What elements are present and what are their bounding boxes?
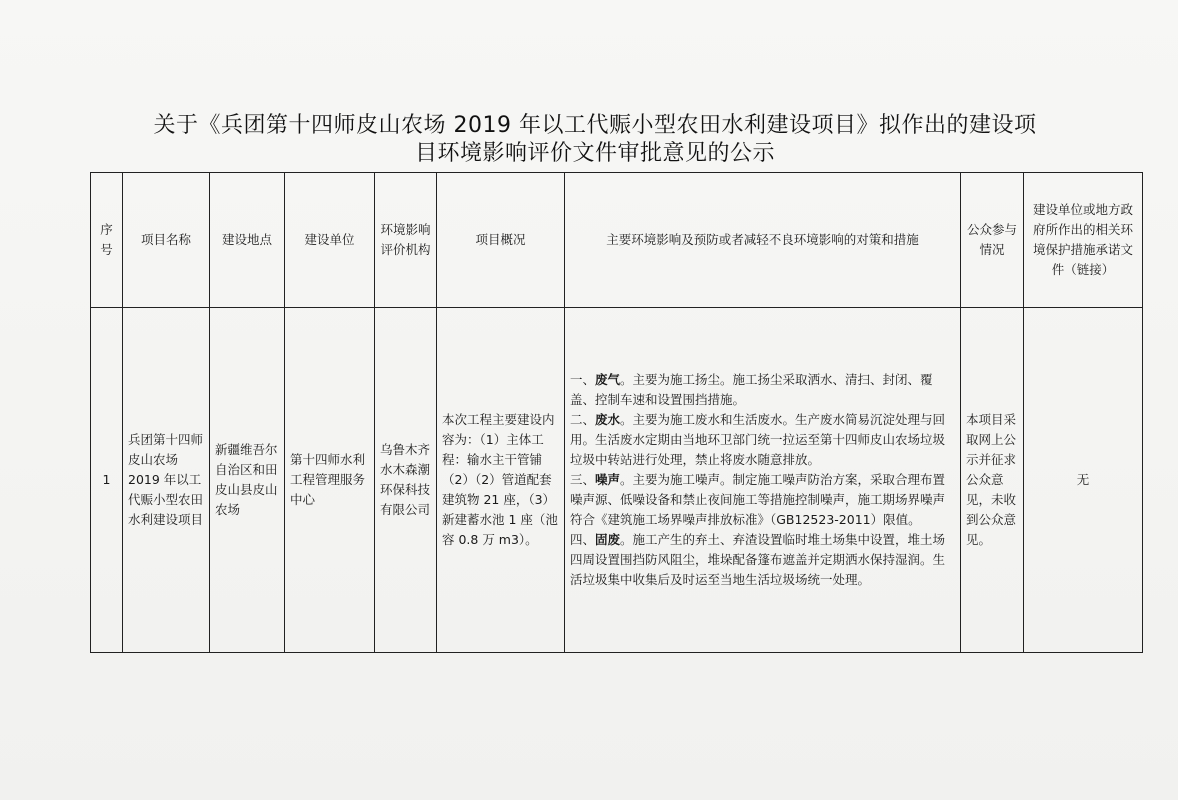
cell-project-name: 兵团第十四师皮山农场 2019 年以工代赈小型农田水利建设项目 [123, 308, 210, 653]
cell-public-participation: 本项目采取网上公示并征求公众意见，未收到公众意见。 [961, 308, 1024, 653]
header-eia-agency: 环境影响评价机构 [375, 173, 437, 308]
cell-builder: 第十四师水利工程管理服务中心 [285, 308, 375, 653]
cell-index: 1 [91, 308, 123, 653]
title-line-2: 目环境影响评价文件审批意见的公示 [414, 141, 775, 166]
header-measures: 主要环境影响及预防或者减轻不良环境影响的对策和措施 [565, 173, 961, 308]
table-header-row [91, 173, 1143, 308]
header-commitment: 建设单位或地方政府所作出的相关环境保护措施承诺文件（链接） [1024, 173, 1143, 308]
cell-overview: 本次工程主要建设内容为：（1）主体工程：输水主干管铺（2）（2）管道配套建筑物 21 座，（3）新建蓄水池 1 座（池容 0.8 万 m3）。 [437, 308, 565, 653]
cell-location: 新疆维吾尔自治区和田皮山县皮山农场 [210, 308, 285, 653]
header-index: 序号 [91, 173, 123, 308]
header-builder: 建设单位 [285, 173, 375, 308]
table-row [91, 308, 1143, 653]
measure-water: 二、废水。主要为施工废水和生活废水。生产废水简易沉淀处理与回用。生活废水定期由当地环卫部门统一拉运至第十四师皮山农场垃圾垃圾中转站进行处理，禁止将废水随意排放。 [570, 412, 946, 467]
measure-solid-waste: 四、固废。施工产生的弃土、弃渣设置临时堆土场集中设置，堆土场四周设置围挡防风阻尘，堆垛配备篷布遮盖并定期洒水保持湿润。生活垃圾集中收集后及时运至当地生活垃圾场统一处理。 [570, 532, 946, 587]
cell-measures [565, 308, 961, 653]
cell-eia-agency: 乌鲁木齐水木森潮环保科技有限公司 [375, 308, 437, 653]
header-overview: 项目概况 [437, 173, 565, 308]
measure-air: 一、废气。主要为施工扬尘。施工扬尘采取洒水、清扫、封闭、覆盖、控制车速和设置围挡措施。 [570, 372, 933, 407]
measure-noise: 三、噪声。主要为施工噪声。制定施工噪声防治方案，采取合理布置噪声源、低噪设备和禁止夜间施工等措施控制噪声，施工期场界噪声符合《建筑施工场界噪声排放标准》（GB12523-2011）限值。 [570, 472, 946, 527]
approval-notice-table [90, 172, 1143, 653]
header-location: 建设地点 [210, 173, 285, 308]
header-public-participation: 公众参与情况 [961, 173, 1024, 308]
cell-commitment: 无 [1024, 308, 1143, 653]
title-line-1: 关于《兵团第十四师皮山农场 2019 年以工代赈小型农田水利建设项目》拟作出的建设项 [153, 113, 1037, 138]
header-project-name: 项目名称 [123, 173, 210, 308]
notice-title [70, 112, 1120, 168]
